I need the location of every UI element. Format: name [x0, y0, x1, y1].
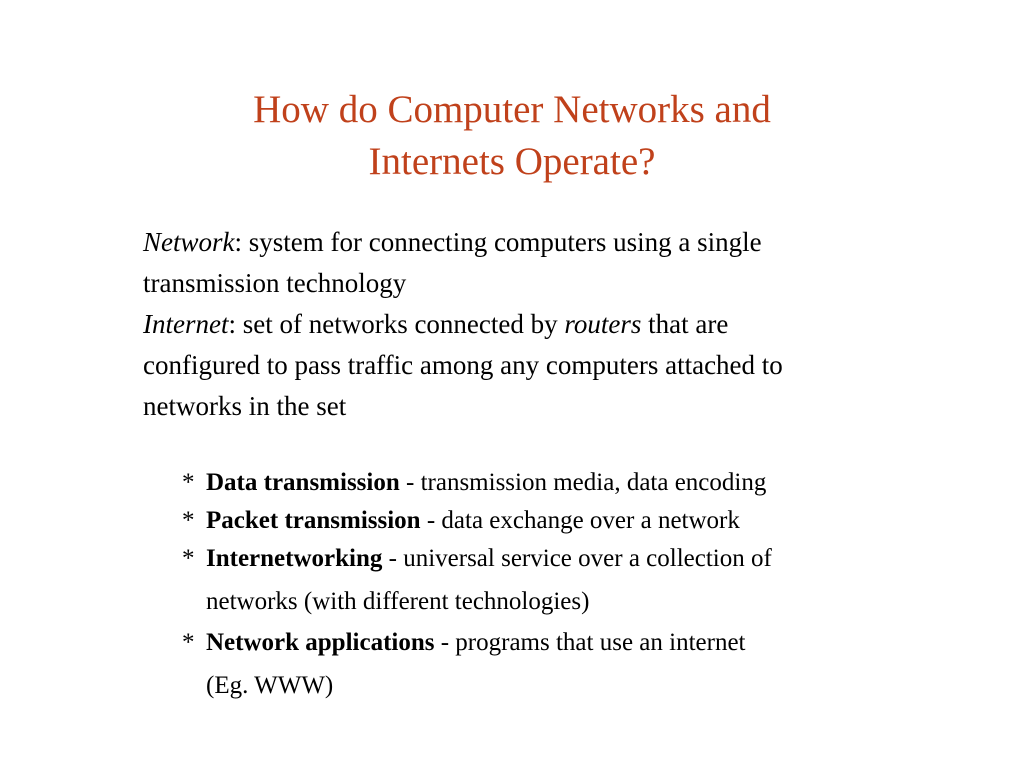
- bullet-item: [182, 624, 982, 662]
- internet-definition-text-a: : set of networks connected by: [228, 309, 565, 339]
- bullet-continuation: networks (with different technologies): [206, 588, 590, 615]
- definitions-block: [143, 222, 973, 427]
- bullet-marker: *: [182, 629, 195, 656]
- network-term: Network: [143, 227, 235, 257]
- bullet-desc: - data exchange over a network: [420, 507, 740, 534]
- bullet-marker: *: [182, 469, 195, 496]
- bullet-name: Data transmission: [206, 469, 400, 496]
- slide-title-line-1: How do Computer Networks and: [253, 88, 771, 131]
- network-definition-line-1: [143, 222, 973, 263]
- bullet-marker: *: [182, 545, 195, 572]
- bullet-item: [182, 502, 982, 540]
- bullet-continuation: (Eg. WWW): [206, 672, 334, 699]
- internet-definition-text-b: that are: [641, 309, 729, 339]
- internet-definition-line-3: networks in the set: [143, 391, 347, 421]
- network-definition-line-2: transmission technology: [143, 268, 407, 298]
- bullet-list: [182, 464, 982, 708]
- bullet-desc: - universal service over a collection of: [382, 545, 772, 572]
- slide-title: [0, 84, 1024, 188]
- internet-definition-line-1: [143, 304, 973, 345]
- internet-definition-line-2: configured to pass traffic among any computers attached to: [143, 350, 783, 380]
- internet-term: Internet: [143, 309, 229, 339]
- bullet-desc: - transmission media, data encoding: [399, 469, 767, 496]
- bullet-desc: - programs that use an internet: [434, 629, 746, 656]
- routers-term: routers: [564, 309, 642, 339]
- bullet-item: [182, 540, 982, 578]
- bullet-name: Packet transmission: [206, 507, 421, 534]
- bullet-name: Network applications: [206, 629, 435, 656]
- slide-title-line-2: Internets Operate?: [368, 140, 656, 183]
- bullet-name: Internetworking: [206, 545, 383, 572]
- network-definition-text: : system for connecting computers using a single: [234, 227, 762, 257]
- bullet-item: [182, 464, 982, 502]
- bullet-marker: *: [182, 507, 195, 534]
